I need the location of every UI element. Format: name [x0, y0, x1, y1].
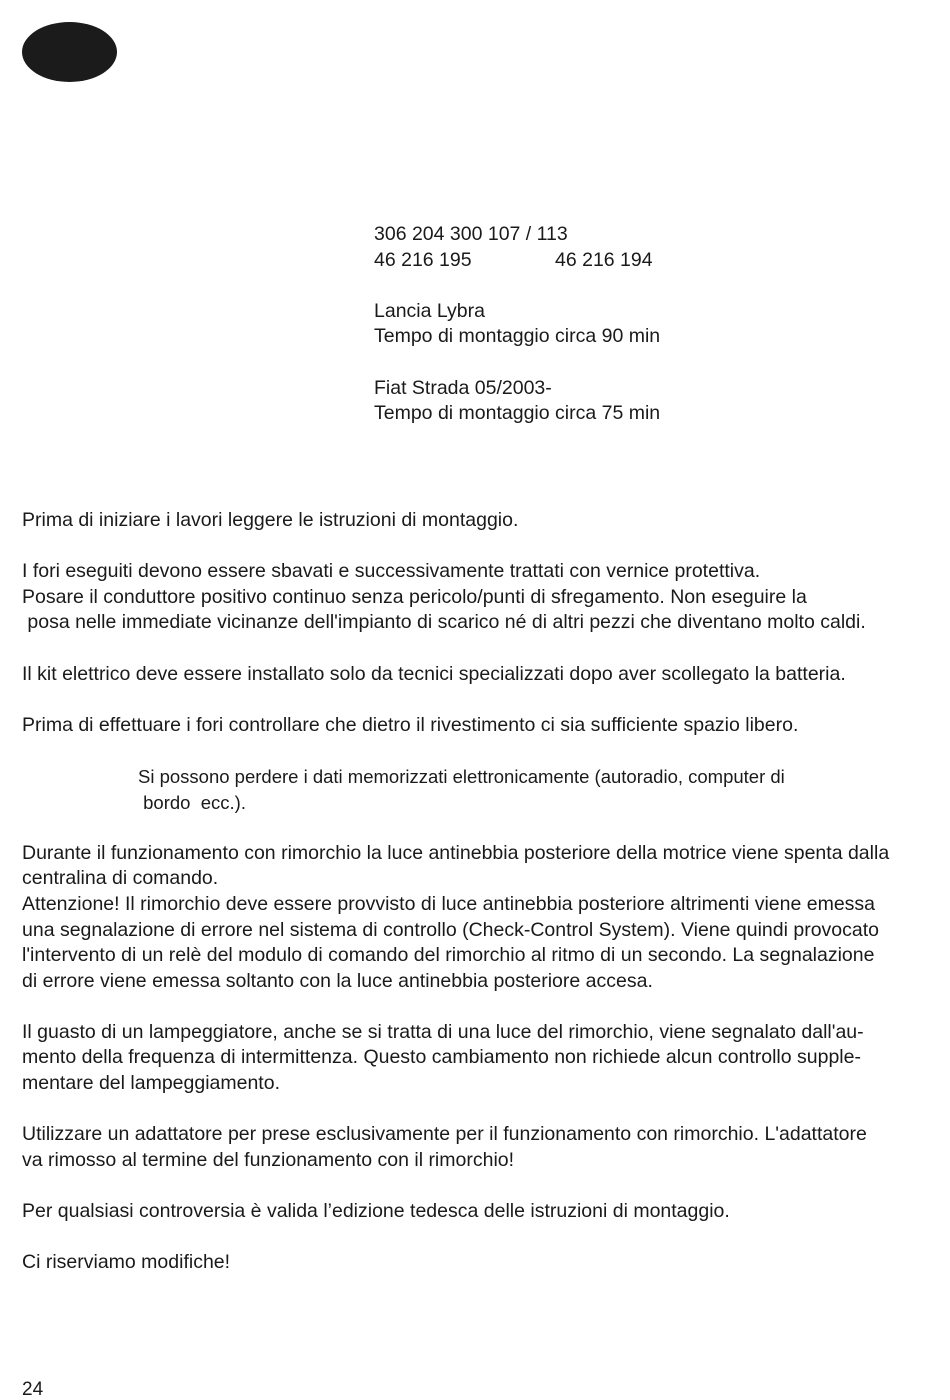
- paragraph-line: Posare il conduttore positivo continuo senza pericolo/punti di sfregamento. Non eseguire la: [22, 585, 807, 608]
- paragraph: Prima di effettuare i fori controllare che dietro il rivestimento ci sia sufficiente spazio libero.: [22, 713, 799, 736]
- paragraph-line: l'intervento di un relè del modulo di comando del rimorchio al ritmo di un secondo. La segnalazione: [22, 944, 875, 967]
- assembly-time: Tempo di montaggio circa 75 min: [374, 402, 661, 425]
- vehicle-name: Lancia Lybra: [374, 299, 485, 322]
- paragraph-line: di errore viene emessa soltanto con la luce antinebbia posteriore accesa.: [22, 969, 653, 992]
- paragraph: Prima di iniziare i lavori leggere le istruzioni di montaggio.: [22, 509, 519, 531]
- paragraph-line: posa nelle immediate vicinanze dell'impianto di scarico né di altri pezzi che diventano molto caldi.: [22, 611, 866, 634]
- paragraph-line: Durante il funzionamento con rimorchio la luce antinebbia posteriore della motrice viene spenta dalla: [22, 841, 890, 864]
- paragraph-line: centralina di comando.: [22, 867, 219, 890]
- paragraph-line: mentare del lampeggiamento.: [22, 1072, 280, 1095]
- page-number: 24: [22, 1379, 44, 1400]
- order-codes: [374, 248, 660, 274]
- vehicle-name: Fiat Strada 05/2003-: [374, 376, 552, 399]
- paragraph-line: una segnalazione di errore nel sistema di controllo (Check-Control System). Viene quindi provocato: [22, 918, 880, 941]
- paragraph: Per qualsiasi controversia è valida l’edizione tedesca delle istruzioni di montaggio.: [22, 1200, 730, 1223]
- instructions-body: [22, 508, 932, 1276]
- order-code-right: 46 216 194: [555, 248, 653, 271]
- paragraph-line: Attenzione! Il rimorchio deve essere provvisto di luce antinebbia posteriore altrimenti viene emessa: [22, 892, 876, 915]
- paragraph-line: I fori eseguiti devono essere sbavati e successivamente trattati con vernice protettiva.: [22, 560, 761, 583]
- assembly-time: Tempo di montaggio circa 90 min: [374, 325, 661, 348]
- order-code-left: 46 216 195: [374, 248, 472, 271]
- part-number: 306 204 300 107 / 113: [374, 223, 568, 245]
- paragraph-line: va rimosso al termine del funzionamento con il rimorchio!: [22, 1148, 515, 1171]
- paragraph: Il kit elettrico deve essere installato solo da tecnici specializzati dopo aver scollegato la batteria.: [22, 662, 846, 685]
- paragraph-line: mento della frequenza di intermittenza. Questo cambiamento non richiede alcun controllo supple-: [22, 1046, 861, 1069]
- warning-line: bordo ecc.).: [138, 791, 246, 813]
- paragraph: Ci riserviamo modifiche!: [22, 1251, 231, 1274]
- paragraph-line: Utilizzare un adattatore per prese esclusivamente per il funzionamento con rimorchio. L'adattatore: [22, 1123, 867, 1146]
- paragraph-line: Il guasto di un lampeggiatore, anche se si tratta di una luce del rimorchio, viene segnalato dall'au-: [22, 1020, 864, 1043]
- language-badge: [22, 22, 117, 82]
- warning-line: Si possono perdere i dati memorizzati elettronicamente (autoradio, computer di: [138, 765, 785, 787]
- product-header: [374, 222, 660, 427]
